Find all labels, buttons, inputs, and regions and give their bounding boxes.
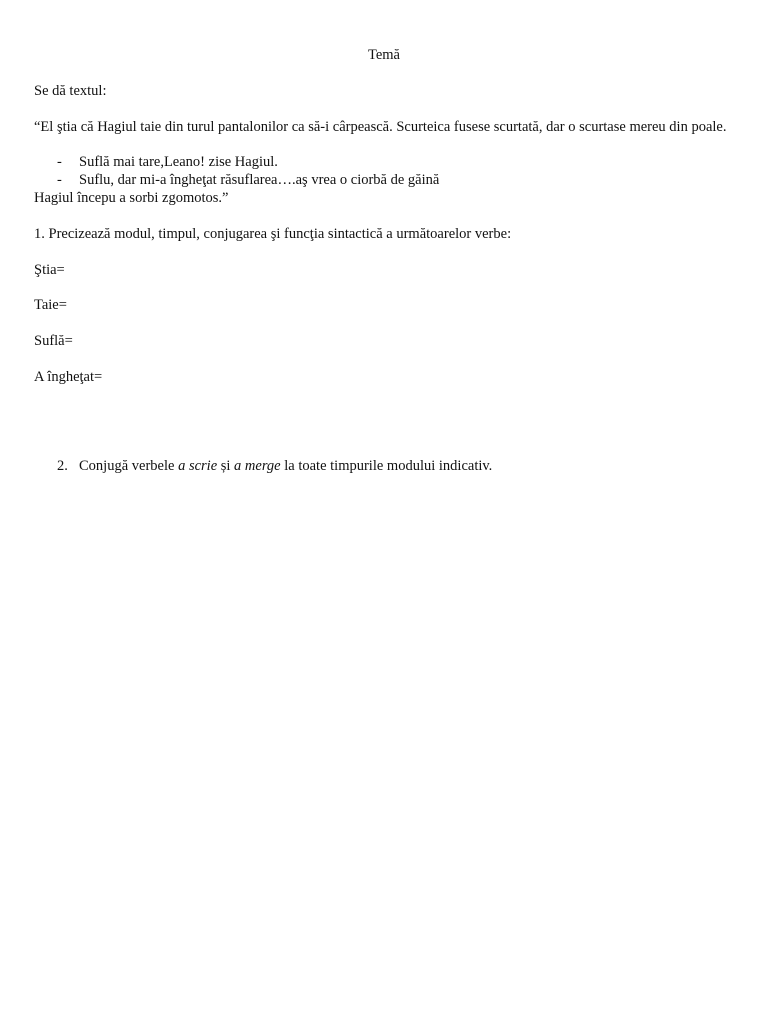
quote-paragraph: “El ştia că Hagiul taie din turul pantalonilor ca să-i cârpească. Scurteica fusese scurtată, dar o scurtase mereu din poale. <box>34 119 727 135</box>
dialogue-dash: - <box>57 172 62 188</box>
document-title: Temă <box>368 47 400 63</box>
task-2-text <box>79 458 492 475</box>
verb-item: Taie= <box>34 297 67 313</box>
intro-line: Se dă textul: <box>34 83 107 99</box>
task-1: 1. Precizează modul, timpul, conjugarea şi funcţia sintactică a următoarelor verbe: <box>34 226 512 242</box>
task-2-middle: și <box>217 458 235 474</box>
task-2-verb-2: a merge <box>234 458 281 474</box>
verb-item: A îngheţat= <box>34 369 103 385</box>
verb-item: Suflă= <box>34 333 73 349</box>
task-2-before: Conjugă verbele <box>79 458 179 474</box>
dialogue-text: Suflu, dar mi-a îngheţat răsuflarea….aş vrea o ciorbă de găină <box>79 172 440 188</box>
dialogue-dash: - <box>57 154 62 170</box>
task-2-number: 2. <box>57 458 68 474</box>
task-2-verb-1: a scrie <box>178 458 218 474</box>
verb-item: Ştia= <box>34 262 65 278</box>
dialogue-text: Suflă mai tare,Leano! zise Hagiul. <box>79 154 278 170</box>
task-2-after: la toate timpurile modului indicativ. <box>280 458 493 474</box>
quote-end-line: Hagiul începu a sorbi zgomotos.” <box>34 190 229 206</box>
